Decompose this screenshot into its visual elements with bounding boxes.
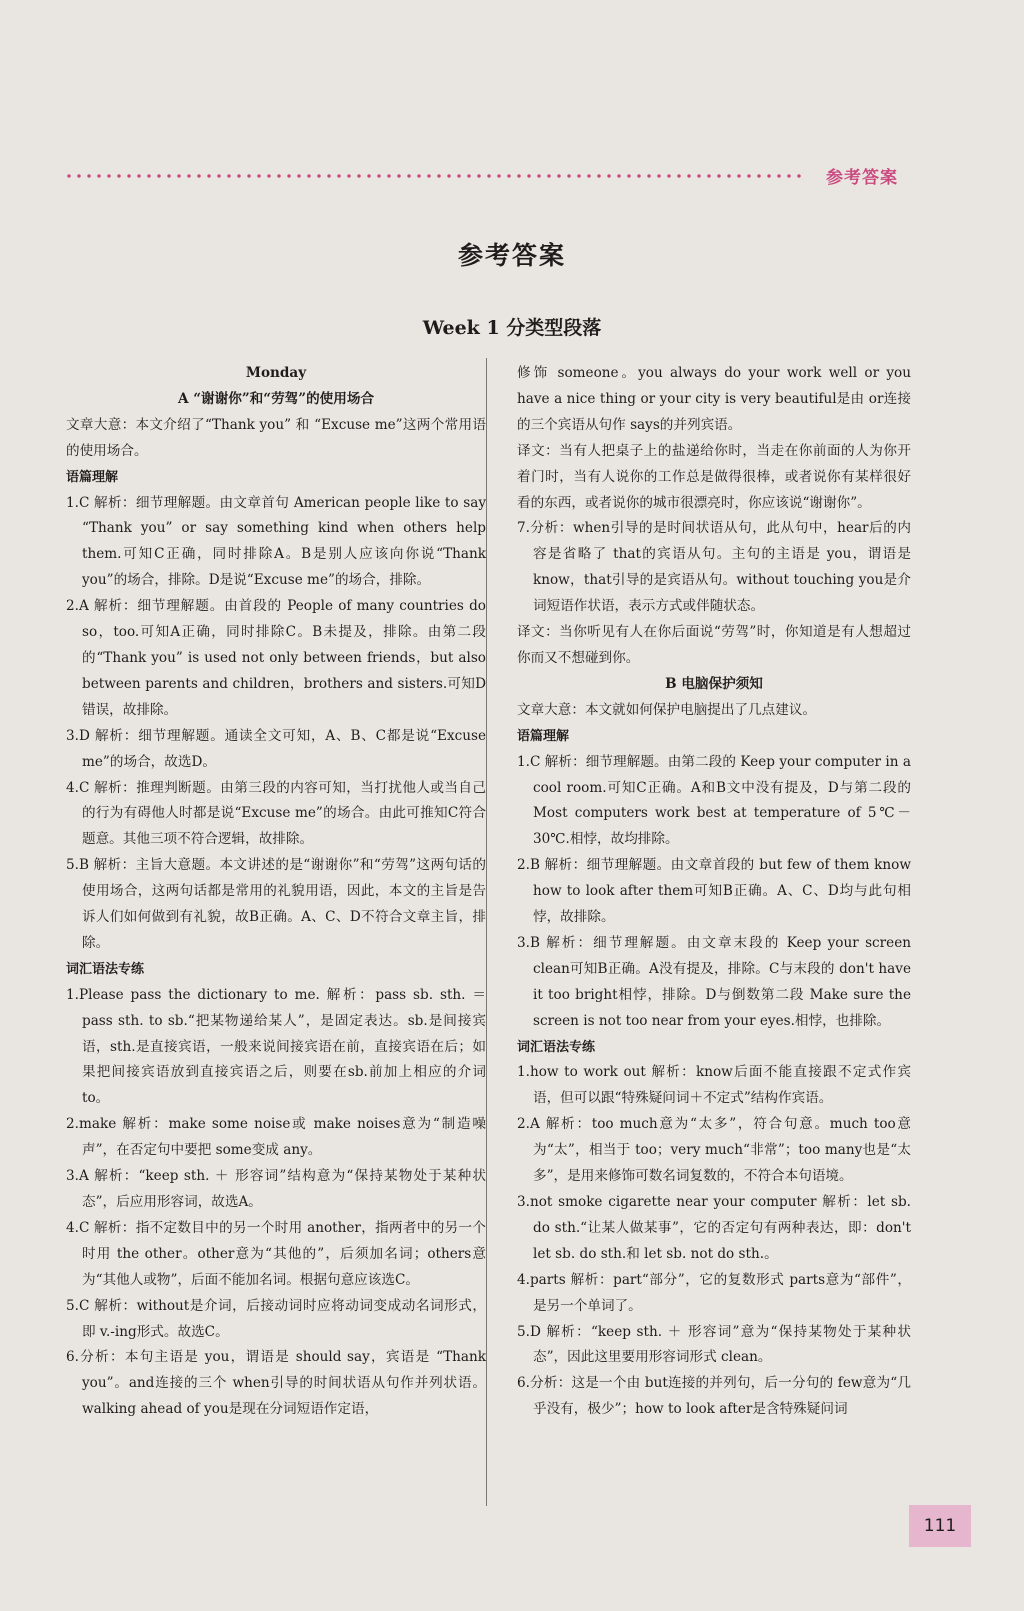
section-b-heading: B 电脑保护须知 xyxy=(665,675,763,692)
continued-text: 修饰 someone。you always do your work well or you have a nice thing or your city is very beautiful是由 or连接的三个宾语从句作 says的并列宾语。 xyxy=(517,365,911,433)
vocab-item: 1.how to work out 解析：know后面不能直接跟不定式作宾语，但可以跟“特殊疑问词＋不定式”结构作宾语。 xyxy=(517,1064,911,1107)
page-number: 111 xyxy=(909,1505,971,1547)
vocab-item: 6.分析：本句主语是 you，谓语是 should say，宾语是 “Thank you”。and连接的三个 when引导的时间状语从句作并列状语。walking ahead of you是现在分词短语作定语， xyxy=(66,1349,486,1418)
reading-heading-a: 语篇理解 xyxy=(66,469,119,485)
translation-6: 译文：当有人把桌子上的盐递给你时，当走在你前面的人为你开着门时，当有人说你的工作总是做得很棒，或者说你有某样很好看的东西，或者说你的城市很漂亮时，你应该说“谢谢你”。 xyxy=(517,442,911,511)
vocab-item: 3.not smoke cigarette near your computer 解析：let sb. do sth.“让某人做某事”，它的否定句有两种表达，即：don't let sb. do sth.和 let sb. not do sth.。 xyxy=(517,1194,911,1262)
day-heading: Monday xyxy=(245,365,307,381)
vocab-item: 5.D 解析：“keep sth. ＋ 形容词”意为“保持某物处于某种状态”，因此这里要用形容词形式 clean。 xyxy=(517,1323,911,1366)
answer-item: 1.C 解析：细节理解题。由文章首句 American people like to say “Thank you” or say something kind when others help them.可知C正确，同时排除A。B是别人应该向你说“Thank you”的场合，排除。D是说“Excuse me”的场合，排除。 xyxy=(66,494,486,589)
answer-item: 3.D 解析：细节理解题。通读全文可知，A、B、C都是说“Excuse me”的场合，故选D。 xyxy=(66,727,486,770)
page-title: 参考答案 xyxy=(457,241,566,270)
answer-item: 3.B 解析：细节理解题。由文章末段的 Keep your screen clean可知B正确。A没有提及，排除。C与末段的 don't have it too bright相悖，排除。D与倒数第二段 Make sure the screen is not too near from your eyes.相悖，也排除。 xyxy=(517,934,911,1029)
vocab-item: 1.Please pass the dictionary to me. 解析：pass sb. sth. ＝ pass sth. to sb.“把某物递给某人”，是固定表达。sb.是间接宾语，sth.是直接宾语，一般来说间接宾语在前，直接宾语在后；如果把间接宾语放到直接宾语之后，则要在sb.前加上相应的介词 to。 xyxy=(66,986,486,1107)
vocab-item: 6.分析：这是一个由 but连接的并列句，后一分句的 few意为“几乎没有，极少”；how to look after是含特殊疑问词 xyxy=(517,1375,911,1418)
right-column xyxy=(517,361,911,1423)
vocab-item: 5.C 解析：without是介词，后接动词时应将动词变成动名词形式，即 v.-ing形式。故选C。 xyxy=(66,1297,486,1340)
vocab-item: 7.分析：when引导的是时间状语从句，此从句中，hear后的内容是省略了 that的宾语从句。主句的主语是 you，谓语是 know，that引导的是宾语从句。without touching you是介词短语作状语，表示方式或伴随状态。 xyxy=(517,520,911,615)
reading-heading-b: 语篇理解 xyxy=(517,728,570,744)
header-label: 参考答案 xyxy=(826,168,898,188)
vocab-item: 4.C 解析：指不定数目中的另一个时用 another，指两者中的另一个时用 the other。other意为“其他的”，后须加名词；others意为“其他人或物”，后面不能加名词。根据句意应该选C。 xyxy=(66,1219,486,1288)
column-divider xyxy=(486,358,487,1506)
vocab-heading-b: 词汇语法专练 xyxy=(517,1039,596,1055)
week-title: Week 1 分类型段落 xyxy=(422,317,602,339)
vocab-item: 2.A 解析：too much意为“太多”，符合句意。much too意为“太”，相当于 too；very much“非常”；too many也是“太多”，是用来修饰可数名词复数的，不符合本句语境。 xyxy=(517,1116,911,1185)
summary-b: 文章大意：本文就如何保护电脑提出了几点建议。 xyxy=(517,701,817,718)
answer-item: 2.B 解析：细节理解题。由文章首段的 but few of them know how to look after them可知B正确。A、C、D均与此句相悖，故排除。 xyxy=(517,857,911,926)
left-column xyxy=(66,361,486,1423)
section-a-heading: A “谢谢你”和“劳驾”的使用场合 xyxy=(177,390,375,407)
answer-item: 1.C 解析：细节理解题。由第二段的 Keep your computer in a cool room.可知C正确。A和B文中没有提及，D与第二段的 Most computers work best at temperature of 5℃－30℃.相悖，故均排除。 xyxy=(517,753,911,848)
vocab-heading-a: 词汇语法专练 xyxy=(66,961,145,977)
summary-a: 文章大意：本文介绍了“Thank you” 和 “Excuse me”这两个常用语的使用场合。 xyxy=(66,416,486,459)
translation-7: 译文：当你听见有人在你后面说“劳驾”时，你知道是有人想超过你而又不想碰到你。 xyxy=(517,624,911,666)
answer-item: 4.C 解析：推理判断题。由第三段的内容可知，当打扰他人或当自己的行为有碍他人时都是说“Excuse me”的场合。由此可推知C符合题意。其他三项不符合逻辑，故排除。 xyxy=(66,779,486,848)
answer-item: 5.B 解析：主旨大意题。本文讲述的是“谢谢你”和“劳驾”这两句话的使用场合，这两句话都是常用的礼貌用语，因此，本文的主旨是告诉人们如何做到有礼貌，故B正确。A、C、D不符合文章主旨，排除。 xyxy=(66,857,486,951)
header-dotted-rule xyxy=(64,172,804,180)
answer-item: 2.A 解析：细节理解题。由首段的 People of many countries do so，too.可知A正确，同时排除C。B未提及，排除。由第二段的“Thank you” is used not only between friends，but also between parents and children，brothers and sisters.可知D错误，故排除。 xyxy=(66,598,486,718)
vocab-item: 2.make 解析：make some noise或 make noises意为“制造噪声”，在否定句中要把 some变成 any。 xyxy=(66,1116,486,1159)
vocab-item: 4.parts 解析：part“部分”，它的复数形式 parts意为“部件”，是另一个单词了。 xyxy=(517,1271,911,1314)
vocab-item: 3.A 解析：“keep sth. ＋ 形容词”结构意为“保持某物处于某种状态”，后应用形容词，故选A。 xyxy=(66,1168,486,1210)
